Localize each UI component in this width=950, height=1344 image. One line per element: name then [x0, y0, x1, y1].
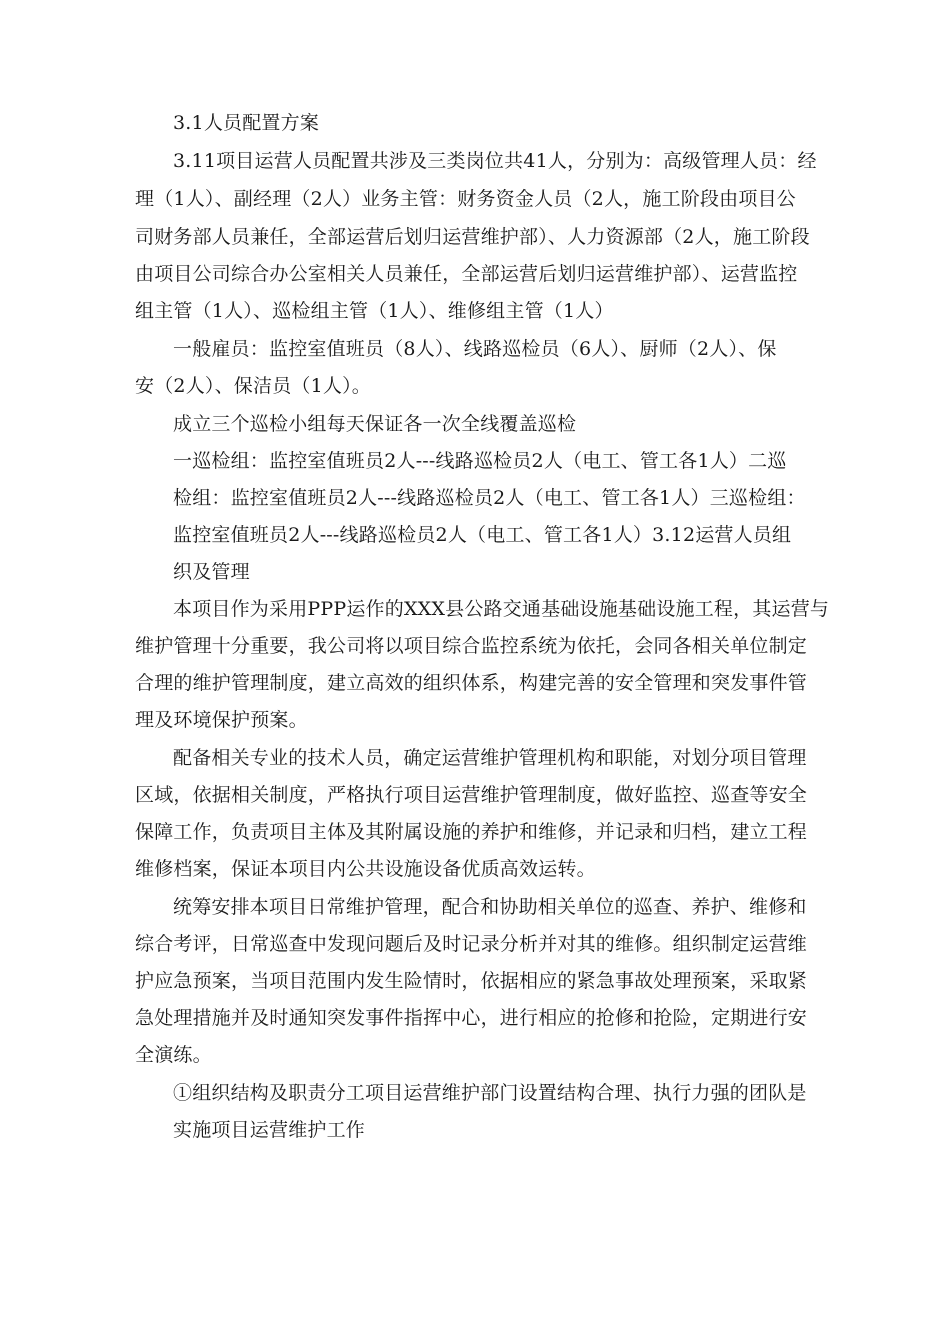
- paragraph-line: 统筹安排本项目日常维护管理，配合和协助相关单位的巡查、养护、维修和: [173, 896, 807, 918]
- paragraph-line: 理（1人）、副经理（2人）业务主管：财务资金人员（2人，施工阶段由项目公: [135, 188, 796, 210]
- paragraph-line: 急处理措施并及时通知突发事件指挥中心，进行相应的抢修和抢险，定期进行安: [135, 1007, 808, 1029]
- paragraph-line: 理及环境保护预案。: [135, 709, 308, 731]
- paragraph-line: 合理的维护管理制度，建立高效的组织体系，构建完善的安全管理和突发事件管: [135, 672, 808, 694]
- paragraph-line: 实施项目运营维护工作: [173, 1119, 366, 1141]
- paragraph-line: 组主管（1人）、巡检组主管（1人）、维修组主管（1人）: [135, 300, 614, 322]
- paragraph-line: 司财务部人员兼任，全部运营后划归运营维护部）、人力资源部（2人，施工阶段: [135, 226, 810, 248]
- paragraph-line: 织及管理: [173, 561, 250, 583]
- paragraph-line: 一巡检组：监控室值班员2人---线路巡检员2人（电工、管工各1人）二巡: [173, 450, 787, 472]
- paragraph-line: 由项目公司综合办公室相关人员兼任，全部运营后划归运营维护部）、运营监控: [135, 263, 798, 285]
- section-heading: 3.1人员配置方案: [173, 112, 320, 134]
- paragraph-line: 配备相关专业的技术人员，确定运营维护管理机构和职能，对划分项目管理: [173, 747, 807, 769]
- paragraph-line: 区域，依据相关制度，严格执行项目运营维护管理制度，做好监控、巡查等安全: [135, 784, 808, 806]
- paragraph-line: 保障工作，负责项目主体及其附属设施的养护和维修，并记录和归档，建立工程: [135, 821, 808, 843]
- paragraph-line: 监控室值班员2人---线路巡检员2人（电工、管工各1人）3.12运营人员组: [173, 524, 792, 546]
- paragraph-line: 3.11项目运营人员配置共涉及三类岗位共41人，分别为：高级管理人员：经: [173, 150, 817, 172]
- paragraph-line: ①组织结构及职责分工项目运营维护部门设置结构合理、执行力强的团队是: [173, 1082, 807, 1104]
- paragraph-line: 安（2人）、保洁员（1人）。: [135, 375, 371, 397]
- paragraph-line: 维修档案，保证本项目内公共设施设备优质高效运转。: [135, 858, 596, 880]
- paragraph-line: 全演练。: [135, 1044, 212, 1066]
- paragraph-line: 维护管理十分重要，我公司将以项目综合监控系统为依托，会同各相关单位制定: [135, 635, 808, 657]
- paragraph-line: 本项目作为采用PPP运作的XXX县公路交通基础设施基础设施工程，其运营与: [173, 598, 830, 620]
- paragraph-line: 综合考评，日常巡查中发现问题后及时记录分析并对其的维修。组织制定运营维: [135, 933, 808, 955]
- paragraph-line: 成立三个巡检小组每天保证各一次全线覆盖巡检: [173, 413, 577, 435]
- paragraph-line: 检组：监控室值班员2人---线路巡检员2人（电工、管工各1人）三巡检组：: [173, 487, 806, 509]
- paragraph-line: 一般雇员：监控室值班员（8人）、线路巡检员（6人）、厨师（2人）、保: [173, 338, 777, 360]
- paragraph-line: 护应急预案，当项目范围内发生险情时，依据相应的紧急事故处理预案，采取紧: [135, 970, 808, 992]
